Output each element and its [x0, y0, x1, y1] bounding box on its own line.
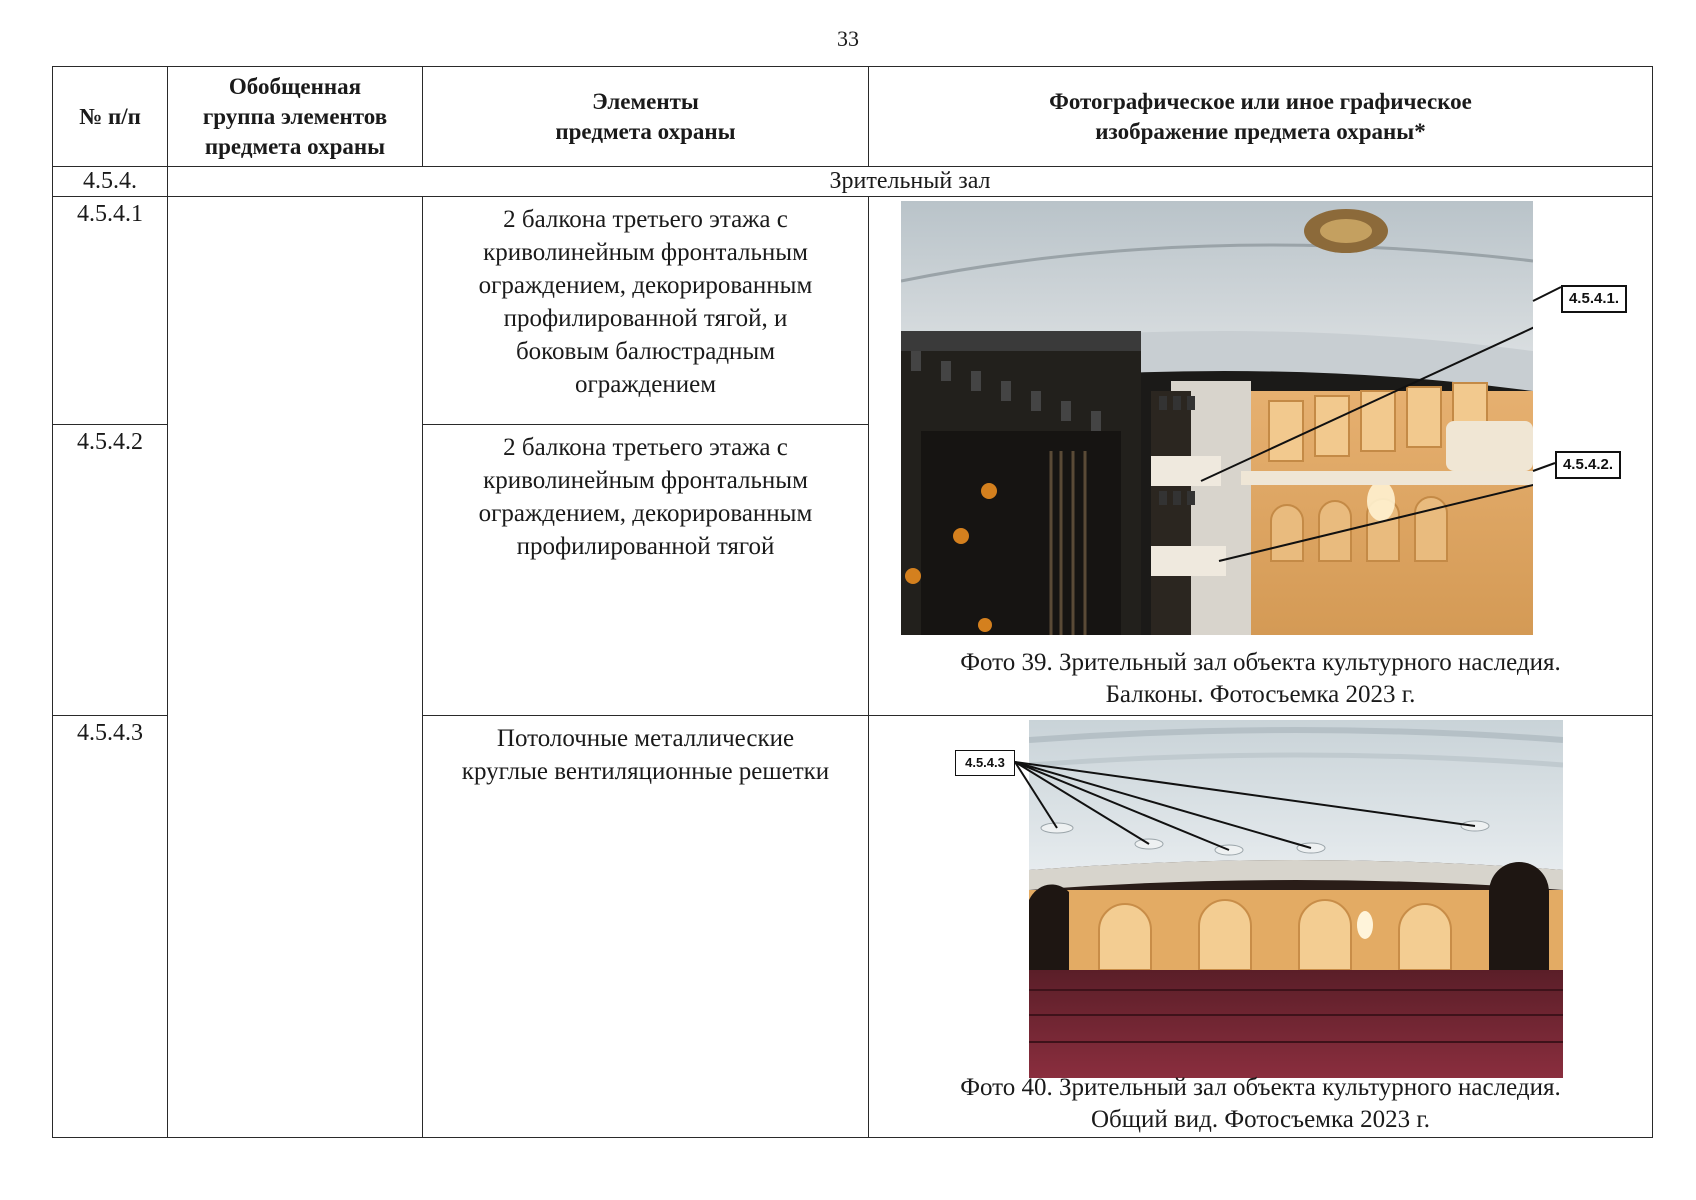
header-group — [168, 67, 423, 167]
elem-line: ограждением, декорированным — [478, 500, 813, 528]
elem-line: 2 балкона третьего этажа с — [503, 434, 788, 462]
row-elements — [423, 716, 869, 1138]
photo-39-label-2: 4.5.4.2. — [1555, 451, 1621, 479]
row-elements — [423, 197, 869, 425]
photo-40-frame — [869, 716, 1652, 1136]
elem-line: профилированной тягой — [516, 533, 775, 561]
elem-line: профилированной тягой, и — [503, 305, 788, 332]
elem-line: 2 балкона третьего этажа с — [503, 206, 788, 233]
header-image — [869, 67, 1653, 167]
row-elements — [423, 425, 869, 716]
elem-line: круглые вентиляционные решетки — [461, 758, 830, 785]
row-num: 4.5.4.3 — [53, 716, 168, 1138]
photo-40-leader-lines — [1009, 752, 1569, 882]
page-number: 33 — [837, 26, 859, 51]
elem-line: криволинейным фронтальным — [483, 239, 808, 266]
photo-40-caption-line1: Фото 40. Зрительный зал объекта культурного наследия. — [960, 1074, 1561, 1101]
table-row — [53, 197, 1653, 425]
elem-line: ограждением — [574, 371, 717, 398]
header-image-line2: изображение предмета охраны* — [1095, 118, 1426, 144]
header-group-line1: Обобщенная — [228, 73, 362, 99]
photo-40-caption — [869, 1072, 1652, 1136]
photo-39-caption — [869, 647, 1652, 711]
section-num: 4.5.4. — [53, 167, 168, 197]
header-image-line1: Фотографическое или иное графическое — [1049, 88, 1472, 114]
header-elements-line2: предмета охраны — [555, 118, 736, 144]
photo-39-image — [901, 201, 1533, 635]
header-elements — [423, 67, 869, 167]
header-group-line3: предмета охраны — [204, 133, 386, 159]
row-num: 4.5.4.2 — [53, 425, 168, 716]
photo-40-cell — [869, 716, 1653, 1138]
section-title: Зрительный зал — [168, 167, 1653, 197]
header-group-line2: группа элементов — [202, 103, 388, 129]
protection-table — [52, 66, 1653, 1138]
group-cell — [168, 197, 423, 1138]
header-elements-line1: Элементы — [592, 88, 699, 114]
photo-40-label: 4.5.4.3 — [955, 750, 1015, 776]
elem-line: Потолочные металлические — [496, 725, 795, 752]
photo-39-cell — [869, 197, 1653, 716]
row-num: 4.5.4.1 — [53, 197, 168, 425]
header-row — [53, 67, 1653, 167]
photo-39-caption-line2: Балконы. Фотосъемка 2023 г. — [1105, 681, 1416, 708]
photo-39-frame — [869, 197, 1652, 715]
header-num: № п/п — [53, 67, 168, 167]
elem-line: боковым балюстрадным — [515, 338, 776, 365]
photo-40-caption-line2: Общий вид. Фотосъемка 2023 г. — [1090, 1106, 1431, 1133]
section-row — [53, 167, 1653, 197]
elem-line: ограждением, декорированным — [478, 272, 813, 299]
elem-line: криволинейным фронтальным — [483, 467, 808, 495]
photo-39-label-1: 4.5.4.1. — [1561, 285, 1627, 313]
photo-39-caption-line1: Фото 39. Зрительный зал объекта культурного наследия. — [960, 649, 1561, 676]
